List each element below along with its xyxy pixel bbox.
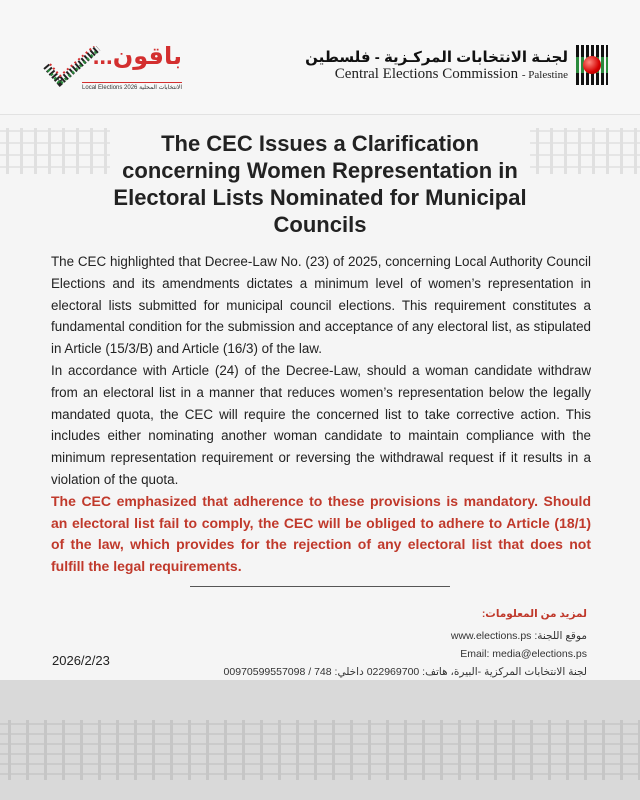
decorative-pattern-right: [530, 128, 640, 174]
email-link[interactable]: Email: media@elections.ps: [460, 648, 587, 660]
cec-english-name: [305, 66, 568, 83]
campaign-title: باقون...: [92, 43, 182, 70]
header: [0, 0, 640, 115]
cec-logo: [305, 45, 608, 85]
decorative-pattern-left: [0, 128, 110, 174]
page-title: The CEC Issues a Clarification concerning Women Representation in Electoral Lists Nominated for Municipal Councils: [113, 131, 527, 237]
cec-english-label: Central Elections Commission: [334, 65, 519, 82]
article-body: [51, 251, 591, 578]
contact-info: [224, 605, 587, 681]
paragraph: The CEC highlighted that Decree-Law No. (23) of 2025, concerning Local Authority Council Elections and its amendments dictates a minimum level of women’s representation in electoral lists submitted for municipal council elections. This requirement constitutes a fundamental condition for the submission and acceptance of any electoral list, as stipulated in Article (15/3/B) and Article (16/3) of the law.: [51, 254, 591, 357]
contact-heading: لمزيد من المعلومات:: [481, 608, 587, 620]
publish-date: 2026/2/23: [52, 653, 110, 668]
footer-pattern: [0, 720, 640, 780]
divider: [190, 586, 450, 587]
emphasis-paragraph: The CEC emphasized that adherence to these provisions is mandatory. Should an electoral list fail to comply, the CEC will be obliged to adhere to Article (18/1) of the law, which provides for the rejection of any electoral list that does not fulfill the legal requirements.: [51, 492, 591, 575]
cec-english-suffix: - Palestine: [521, 68, 568, 81]
cec-emblem-icon: [576, 45, 608, 85]
cec-arabic-name: لجنـة الانتخابات المركـزية - فلسطين: [305, 48, 568, 66]
campaign-logo: [42, 42, 182, 92]
address-phone: لجنة الانتخابات المركزية -البيرة، هاتف: 022969700 داخلي: 748 / 00970599557098: [223, 666, 587, 678]
footer-band: [0, 680, 640, 800]
campaign-subtitle: Local Elections 2026 الانتخابات المحلية: [82, 82, 182, 91]
website-link[interactable]: موقع اللجنة: www.elections.ps: [450, 630, 587, 642]
paragraph: In accordance with Article (24) of the Decree-Law, should a woman candidate withdraw from an electoral list in a manner that reduces women’s representation below the legally mandated quota, the CEC will require the concerned list to take corrective action. This includes either nominating another woman candidate to maintain compliance with the minimum representation requirement or reversing the withdrawal request if it results in a violation of the quota.: [51, 362, 591, 487]
